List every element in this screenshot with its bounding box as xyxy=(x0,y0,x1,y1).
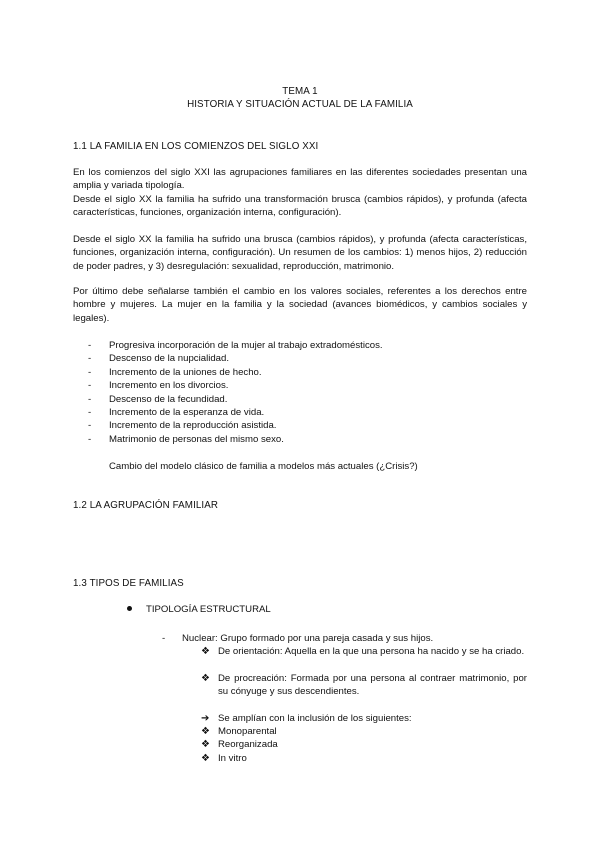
paragraph-changes xyxy=(73,233,527,273)
procreacion-text: De procreación: Formada por una persona al contraer matrimonio, por su cónyuge y sus descendientes. xyxy=(218,673,527,698)
list-item xyxy=(88,393,508,406)
diamond-icon: ❖ xyxy=(201,726,210,737)
list-item-text: Descenso de la fecundidad. xyxy=(109,393,228,405)
changes-list xyxy=(88,339,508,446)
paragraph-intro xyxy=(73,166,527,220)
amplian-item xyxy=(201,712,527,725)
orientacion-item xyxy=(201,645,527,658)
dash-marker: - xyxy=(88,420,92,432)
dash-marker: - xyxy=(88,353,92,365)
nuclear-text: Nuclear: Grupo formado por una pareja casada y sus hijos. xyxy=(182,633,434,644)
tema-label: TEMA 1 xyxy=(282,86,318,97)
paragraph-values-text: Por último debe señalarse también el cambio en los valores sociales, referentes a los derechos entre hombre y mujeres. La mujer en la familia y la sociedad (avances biomédicos, y cambios sociales y legales). xyxy=(73,286,527,324)
section-2-heading: 1.2 LA AGRUPACIÓN FAMILIAR xyxy=(73,500,219,511)
list-item xyxy=(88,339,508,352)
nuclear-item xyxy=(162,632,433,645)
list-item-text: Incremento de la esperanza de vida. xyxy=(109,406,265,418)
tipologia-label: TIPOLOGÍA ESTRUCTURAL xyxy=(146,604,271,615)
list-item xyxy=(201,725,527,738)
list-item xyxy=(88,433,508,446)
section-3-heading: 1.3 TIPOS DE FAMILIAS xyxy=(73,578,184,589)
paragraph-values xyxy=(73,285,527,325)
list-item-text: In vitro xyxy=(218,752,247,764)
dash-marker: - xyxy=(88,406,92,418)
dash-marker: - xyxy=(88,340,92,351)
list-item-text: Incremento en los divorcios. xyxy=(109,380,229,392)
diamond-icon: ❖ xyxy=(201,739,210,751)
conclusion-text: Cambio del modelo clásico de familia a modelos más actuales (¿Crisis?) xyxy=(109,461,418,472)
list-item-text: Descenso de la nupcialidad. xyxy=(109,353,230,365)
list-item-text: Reorganizada xyxy=(218,739,278,751)
dash-marker: - xyxy=(88,433,92,445)
procreacion-item xyxy=(201,672,527,699)
amplian-text: Se amplían con la inclusión de los siguientes: xyxy=(218,713,412,724)
dash-marker: - xyxy=(162,633,166,644)
dash-marker: - xyxy=(88,393,92,405)
list-item xyxy=(88,419,508,432)
list-item xyxy=(88,352,508,365)
diamond-icon: ❖ xyxy=(201,673,210,684)
list-item-text: Monoparental xyxy=(218,726,277,737)
list-item xyxy=(88,366,508,379)
list-item xyxy=(88,406,508,419)
paragraph-intro-b: Desde el siglo XX la familia ha sufrido una transformación brusca (cambios rápidos), y profunda (afecta características, funciones, organización interna, configuración). xyxy=(73,193,527,219)
orientacion-text: De orientación: Aquella en la que una persona ha nacido y se ha criado. xyxy=(218,646,525,657)
list-item xyxy=(88,379,508,392)
list-item-text: Incremento de la uniones de hecho. xyxy=(109,366,262,378)
paragraph-intro-a: En los comienzos del siglo XXI las agrupaciones familiares en las diferentes sociedades presentan una amplia y variada tipología. xyxy=(73,167,527,192)
dash-marker: - xyxy=(88,366,92,378)
list-item xyxy=(201,738,527,751)
list-item-text: Incremento de la reproducción asistida. xyxy=(109,420,277,432)
paragraph-changes-text: Desde el siglo XX la familia ha sufrido una brusca (cambios rápidos), y profunda (afecta características, funciones, organización interna, configuración). Un resumen de los cambios: 1) menos hijos, 2) reducción de poder padres, y 3) desregulación: sexualidad, reproducción, matrimonio. xyxy=(73,234,527,272)
extra-types-list xyxy=(201,725,527,765)
list-item xyxy=(201,752,527,765)
section-1-heading: 1.1 LA FAMILIA EN LOS COMIENZOS DEL SIGLO XXI xyxy=(73,141,319,152)
arrow-right-icon: ➔ xyxy=(201,713,210,724)
bullet-dot-icon xyxy=(127,606,132,611)
document-title: HISTORIA Y SITUACIÓN ACTUAL DE LA FAMILIA xyxy=(187,99,413,110)
diamond-icon: ❖ xyxy=(201,646,210,657)
tipologia-bullet xyxy=(127,603,271,616)
dash-marker: - xyxy=(88,380,92,392)
list-item-text: Progresiva incorporación de la mujer al trabajo extradomésticos. xyxy=(109,340,383,351)
list-item-text: Matrimonio de personas del mismo sexo. xyxy=(109,433,284,445)
diamond-icon: ❖ xyxy=(201,752,210,764)
